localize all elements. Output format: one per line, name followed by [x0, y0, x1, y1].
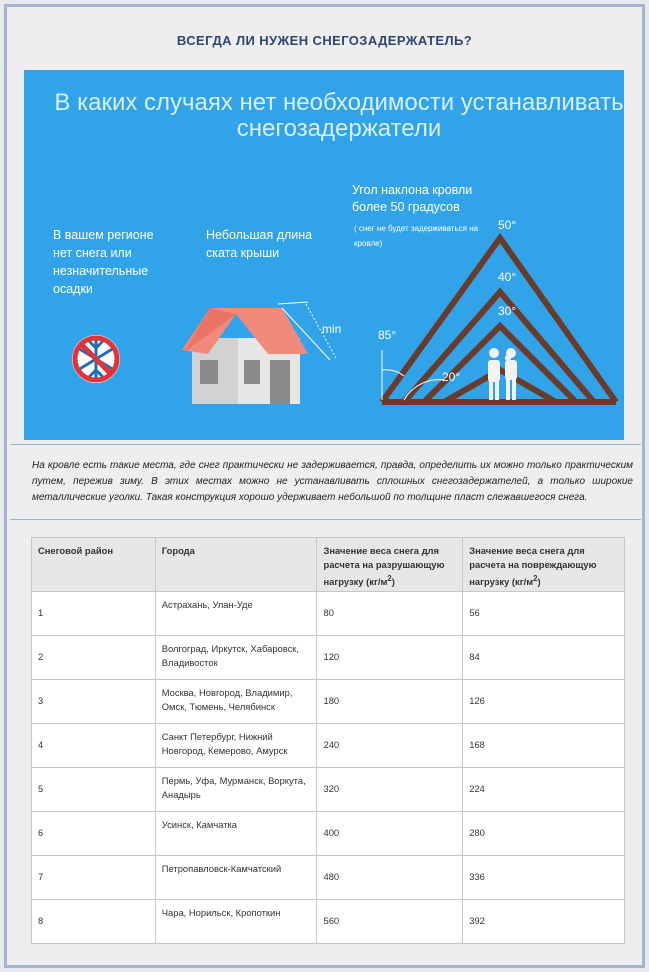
cell-damaging: 336 — [463, 856, 625, 900]
table-row — [32, 636, 625, 680]
divider-top — [10, 444, 641, 445]
angle-85-label: 85° — [378, 328, 397, 342]
cell-damaging: 126 — [463, 680, 625, 724]
cell-region: 4 — [32, 724, 156, 768]
table-row — [32, 724, 625, 768]
infographic — [24, 70, 624, 440]
infographic-heading-line2: снегозадержатели — [236, 115, 442, 142]
table-header-row — [32, 538, 625, 592]
cell-destructive: 480 — [317, 856, 463, 900]
house-icon — [182, 302, 336, 404]
angle-30-label: 30° — [498, 304, 517, 318]
cell-region: 5 — [32, 768, 156, 812]
page-frame — [4, 4, 645, 968]
case-steep-roof-note: ( снег не будет задерживаться на кровле) — [354, 224, 479, 248]
table-row — [32, 812, 625, 856]
cell-cities: Астрахань, Улан-Уде — [155, 592, 317, 636]
cell-damaging: 56 — [463, 592, 625, 636]
cell-region: 3 — [32, 680, 156, 724]
cell-destructive: 240 — [317, 724, 463, 768]
table-row — [32, 680, 625, 724]
no-snow-icon — [72, 335, 120, 383]
cell-damaging: 84 — [463, 636, 625, 680]
table-row — [32, 592, 625, 636]
case-steep-roof-title: Угол наклона кровли более 50 градусов — [352, 183, 473, 214]
case-short-roof-text: Небольшая длина ската крыши — [206, 228, 313, 260]
note-paragraph: На кровле есть такие места, где снег практически не задерживается, правда, определить их можно только практическим путем, пережив зиму. В этих местах можно не устанавливать сплошных снегозадержателей, а только широкие металлические уголки. Такая конструкция хорошо удерживает небольшой по толщине пласт слежавшегося снега. — [32, 460, 633, 503]
cell-cities: Пермь, Уфа, Мурманск, Воркута, Анадырь — [155, 768, 317, 812]
cell-damaging: 224 — [463, 768, 625, 812]
angle-40-label: 40° — [498, 270, 517, 284]
angle-20-label: 20° — [442, 370, 461, 384]
cell-damaging: 168 — [463, 724, 625, 768]
cell-destructive: 400 — [317, 812, 463, 856]
cell-destructive: 180 — [317, 680, 463, 724]
dimension-min-label: min — [322, 322, 342, 336]
table-row — [32, 856, 625, 900]
cell-destructive: 320 — [317, 768, 463, 812]
header-destructive-load: Значение веса снега для расчета на разрушающую нагрузку $(кг/м^2)$ — [317, 538, 463, 592]
cell-region: 8 — [32, 900, 156, 944]
cell-region: 2 — [32, 636, 156, 680]
table-row — [32, 768, 625, 812]
page-title: ВСЕГДА ЛИ НУЖЕН СНЕГОЗАДЕРЖАТЕЛЬ? — [176, 33, 473, 48]
cell-cities: Волгоград, Иркутск, Хабаровск, Владивосток — [155, 636, 317, 680]
cell-cities: Санкт Петербург, Нижний Новгород, Кемерово, Амурск — [155, 724, 317, 768]
cell-damaging: 392 — [463, 900, 625, 944]
cell-region: 7 — [32, 856, 156, 900]
cell-cities: Петропавловск-Камчатский — [155, 856, 317, 900]
header-damaging-load: Значение веса снега для расчета на повреждающую нагрузку $(кг/м^2)$ — [463, 538, 625, 592]
angle-50-label: 50° — [498, 218, 517, 232]
cell-region: 6 — [32, 812, 156, 856]
case-no-snow-text: В вашем регионе нет снега или незначительные осадки — [53, 228, 154, 296]
cell-cities: Москва, Новгород, Владимир, Омск, Тюмень, Челябинск — [155, 680, 317, 724]
divider-bottom — [10, 519, 641, 520]
infographic-heading-line1: В каких случаях нет необходимости устанавливать — [54, 89, 624, 116]
cell-cities: Чара, Норильск, Кропоткин — [155, 900, 317, 944]
cell-destructive: 80 — [317, 592, 463, 636]
header-cities: Города — [155, 538, 317, 592]
cell-destructive: 120 — [317, 636, 463, 680]
cell-destructive: 560 — [317, 900, 463, 944]
cell-cities: Усинск, Камчатка — [155, 812, 317, 856]
table-row — [32, 900, 625, 944]
header-region: Снеговой район — [32, 538, 156, 592]
cell-region: 1 — [32, 592, 156, 636]
snow-load-table — [31, 537, 625, 944]
cell-damaging: 280 — [463, 812, 625, 856]
